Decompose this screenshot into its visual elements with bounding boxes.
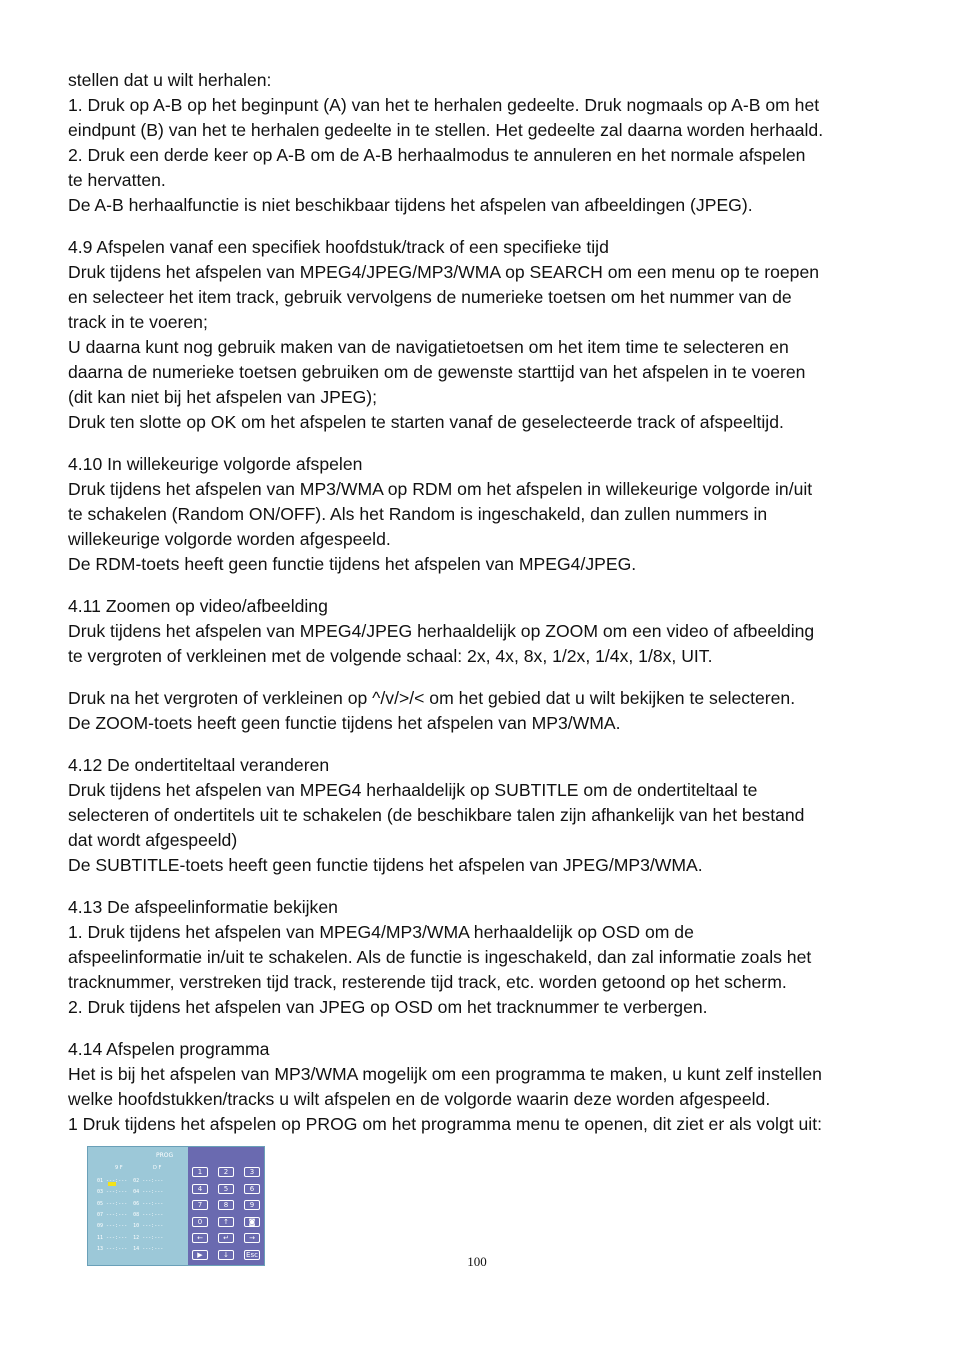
keypad-key: 7 bbox=[192, 1200, 208, 1210]
keypad-key: 4 bbox=[192, 1184, 208, 1194]
text-line: De SUBTITLE-toets heeft geen functie tijdens het afspelen van JPEG/MP3/WMA. bbox=[68, 855, 703, 875]
paragraph-gap bbox=[68, 669, 898, 686]
keypad-key: 6 bbox=[244, 1184, 260, 1194]
document-body bbox=[68, 68, 898, 1137]
keypad-key: ↑ bbox=[218, 1217, 234, 1227]
page-number: 100 bbox=[467, 1254, 487, 1269]
text-line: 1 Druk tijdens het afspelen op PROG om het programma menu te openen, dit ziet er als volgt uit: bbox=[68, 1114, 822, 1134]
keypad-key: 0 bbox=[192, 1217, 208, 1227]
text-line: tracknummer, verstreken tijd track, resterende tijd track, etc. worden getoond op het scherm. bbox=[68, 972, 787, 992]
paragraph-gap bbox=[68, 577, 898, 594]
text-line: De RDM-toets heeft geen functie tijdens het afspelen van MPEG4/JPEG. bbox=[68, 554, 637, 574]
text-line: afspeelinformatie in/uit te schakelen. Als de functie is ingeschakeld, dan zal informatie zoals het bbox=[68, 947, 812, 967]
paragraph-first-line: 4.14 Afspelen programma bbox=[68, 1039, 270, 1059]
paragraph-gap bbox=[68, 878, 898, 895]
text-line: te hervatten. bbox=[68, 170, 166, 190]
program-menu-title: PROG bbox=[156, 1152, 174, 1159]
text-line: 2. Druk tijdens het afspelen van JPEG op OSD om het tracknummer te verbergen. bbox=[68, 997, 708, 1017]
keypad-key: Esc bbox=[244, 1250, 260, 1260]
paragraph-first-line: stellen dat u wilt herhalen: bbox=[68, 70, 272, 90]
text-line: te vergroten of verkleinen met de volgende schaal: 2x, 4x, 8x, 1/2x, 1/4x, 1/8x, UIT. bbox=[68, 646, 713, 666]
keypad-key: → bbox=[244, 1233, 260, 1243]
program-menu-screenshot bbox=[87, 1146, 265, 1266]
paragraph-gap bbox=[68, 1020, 898, 1037]
paragraph-first-line: 4.11 Zoomen op video/afbeelding bbox=[68, 596, 328, 616]
program-slot-row: 01 ---:--- 02 ---:--- bbox=[97, 1178, 164, 1184]
text-line: track in te voeren; bbox=[68, 312, 208, 332]
keypad-key: ▶ bbox=[192, 1250, 208, 1260]
text-line: te schakelen (Random ON/OFF). Als het Random is ingeschakeld, dan zullen nummers in bbox=[68, 504, 768, 524]
keypad-key: ↵ bbox=[218, 1233, 234, 1243]
program-slot-row: 09 ---:--- 10 ---:--- bbox=[97, 1223, 164, 1230]
keypad-key: ↓ bbox=[218, 1250, 234, 1260]
paragraph-first-line: 4.9 Afspelen vanaf een specifiek hoofdstuk/track of een specifieke tijd bbox=[68, 237, 609, 257]
program-column-header-right: D F bbox=[153, 1165, 162, 1171]
keypad-key: 3 bbox=[244, 1167, 260, 1177]
text-line: willekeurige volgorde worden afgespeeld. bbox=[68, 529, 391, 549]
text-line: (dit kan niet bij het afspelen van JPEG); bbox=[68, 387, 378, 407]
text-line: Druk ten slotte op OK om het afspelen te starten vanaf de geselecteerde track of afspeeltijd. bbox=[68, 412, 784, 432]
text-line: Druk tijdens het afspelen van MPEG4/JPEG herhaaldelijk op ZOOM om een video of afbeelding bbox=[68, 621, 815, 641]
keypad-key: 8 bbox=[218, 1200, 234, 1210]
paragraph-gap bbox=[68, 435, 898, 452]
keypad-key: ← bbox=[192, 1233, 208, 1243]
text-line: Druk tijdens het afspelen van MP3/WMA op RDM om het afspelen in willekeurige volgorde in/uit bbox=[68, 479, 813, 499]
paragraph-gap bbox=[68, 218, 898, 235]
paragraph-first-line: 4.13 De afspeelinformatie bekijken bbox=[68, 897, 338, 917]
text-line: De ZOOM-toets heeft geen functie tijdens het afspelen van MP3/WMA. bbox=[68, 713, 621, 733]
paragraph-first-line: 4.10 In willekeurige volgorde afspelen bbox=[68, 454, 363, 474]
text-line: dat wordt afgespeeld) bbox=[68, 830, 238, 850]
keypad-key: ◙ bbox=[244, 1217, 260, 1227]
text-line: 2. Druk een derde keer op A-B om de A-B herhaalmodus te annuleren en het normale afspelen bbox=[68, 145, 806, 165]
program-column-header-left: 9 F bbox=[115, 1165, 123, 1171]
text-line: Het is bij het afspelen van MP3/WMA mogelijk om een programma te maken, u kunt zelf instellen bbox=[68, 1064, 822, 1084]
text-line: eindpunt (B) van het te herhalen gedeelte in te stellen. Het gedeelte zal daarna worden herhaald. bbox=[68, 120, 824, 140]
keypad-key: 5 bbox=[218, 1184, 234, 1194]
text-line: welke hoofdstukken/tracks u wilt afspelen en de volgorde waarin deze worden afgespeeld. bbox=[68, 1089, 771, 1109]
text-line: U daarna kunt nog gebruik maken van de navigatietoetsen om het item time te selecteren en bbox=[68, 337, 789, 357]
program-slot-row: 05 ---:--- 06 ---:--- bbox=[97, 1200, 164, 1207]
keypad-key: 1 bbox=[192, 1167, 208, 1177]
text-line: selecteren of ondertitels uit te schakelen (de beschikbare talen zijn afhankelijk van het bestand bbox=[68, 805, 805, 825]
program-slot-row: 11 ---:--- 12 ---:--- bbox=[97, 1234, 164, 1241]
text-line: Druk tijdens het afspelen van MPEG4 herhaaldelijk op SUBTITLE om de ondertiteltaal te bbox=[68, 780, 758, 800]
keypad-key: 9 bbox=[244, 1200, 260, 1210]
program-slot-row: 07 ---:--- 08 ---:--- bbox=[97, 1211, 164, 1218]
program-list-panel bbox=[88, 1147, 188, 1265]
paragraph-first-line: Druk na het vergroten of verkleinen op ^/v/>/< om het gebied dat u wilt bekijken te selecteren. bbox=[68, 688, 796, 708]
text-line: Druk tijdens het afspelen van MPEG4/JPEG/MP3/WMA op SEARCH om een menu op te roepen bbox=[68, 262, 820, 282]
program-slot-row: 13 ---:--- 14 ---:--- bbox=[97, 1245, 164, 1252]
text-line: daarna de numerieke toetsen gebruiken om de gewenste starttijd van het afspelen in te voeren bbox=[68, 362, 806, 382]
text-line: De A-B herhaalfunctie is niet beschikbaar tijdens het afspelen van afbeeldingen (JPEG). bbox=[68, 195, 753, 215]
program-keypad-panel bbox=[188, 1147, 265, 1265]
text-line: 1. Druk tijdens het afspelen van MPEG4/MP3/WMA herhaaldelijk op OSD om de bbox=[68, 922, 694, 942]
paragraph-gap bbox=[68, 736, 898, 753]
paragraph-first-line: 4.12 De ondertiteltaal veranderen bbox=[68, 755, 330, 775]
keypad-key: 2 bbox=[218, 1167, 234, 1177]
program-slot-row: 03 ---:--- 04 ---:--- bbox=[97, 1189, 164, 1196]
text-line: en selecteer het item track, gebruik vervolgens de numerieke toetsen om het nummer van de bbox=[68, 287, 792, 307]
text-line: 1. Druk op A-B op het beginpunt (A) van het te herhalen gedeelte. Druk nogmaals op A-B om het bbox=[68, 95, 820, 115]
